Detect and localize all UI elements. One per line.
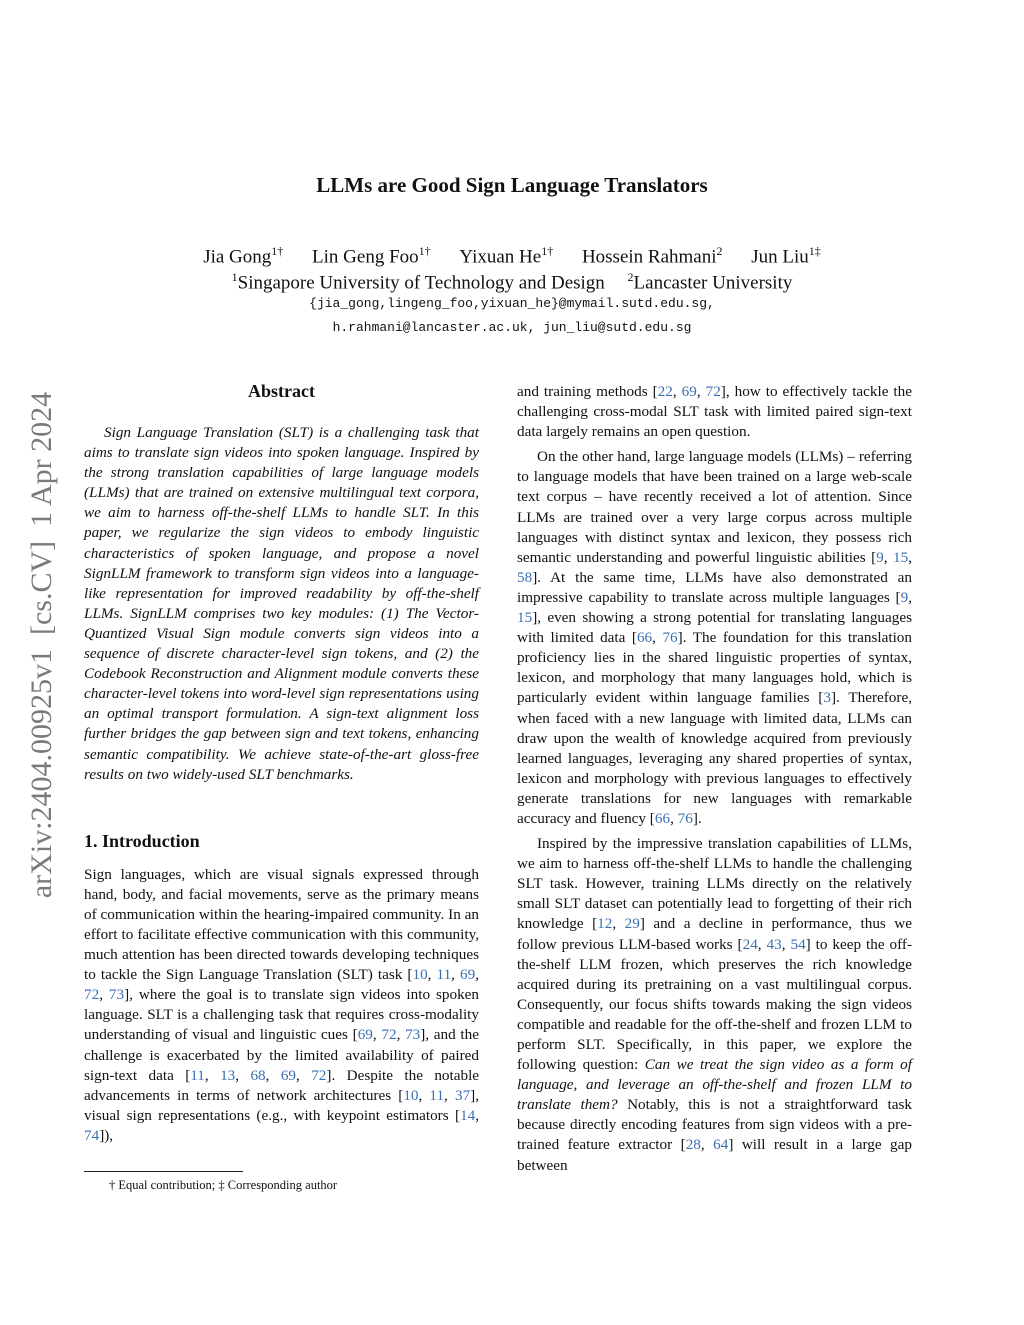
citation-group: 66, 76 — [654, 809, 693, 827]
citation-link[interactable]: 64 — [713, 1136, 729, 1154]
intro-paragraph-2: On the other hand, large language models (LLMs) – referring to language models that have been trained on a large web-scale text corpus – have recently received a lot of attention. Since LLMs are trained over a very large corpus across multiple languages with distinct syntax and lexicon, they possess rich semantic understanding and powerful linguistic abilities [9, 15, 58]. At the same time, LLMs have also demonstrated an impressive capability to translate across multiple languages [9, 15], even showing a strong potential for translating languages with limited data [66, 76]. The foundation for this translation proficiency lies in the shared linguistic properties of syntax, lexicon, and morphology that many languages hold, which is particularly evident within language families [3]. Therefore, when faced with a new language with limited data, LLMs can draw upon the wealth of knowledge acquired from previously learned languages, leveraging any shared properties of syntax, lexicon and morphology with previous languages to effectively generate translations for new languages with remarkable accuracy and fluency [66, 76]. — [517, 448, 912, 827]
affiliation: $^2$Lancaster University — [627, 270, 793, 294]
citation-link[interactable]: 14 — [460, 1106, 476, 1124]
left-column — [84, 380, 479, 1146]
author: Hossein Rahmani$^2$ — [581, 244, 723, 268]
citation-group: 28, 64 — [685, 1136, 729, 1154]
footnote: † Equal contribution; ‡ Corresponding author — [109, 1178, 338, 1192]
citation-group: 22, 69, 72 — [657, 383, 721, 400]
citation-link[interactable]: 66 — [636, 629, 653, 647]
citation-link[interactable]: 12 — [597, 915, 613, 933]
intro-paragraph-3: Inspired by the impressive translation capabilities of LLMs, we aim to harness off-the-shelf LLMs to handle the challenging SLT task. However, training LLMs directly on the relatively small SLT dataset can potentially lead to forgetting of their rich knowledge [12, 29] and a decline in performance, thus we follow previous LLM-based works [24, 43, 54] to keep the off-the-shelf LLM frozen, which preserves the rich knowledge acquired during its pretraining on a vast multilingual corpus. Consequently, our focus shifts towards making the sign videos compatible and readable for the off-the-shelf and frozen LLM to perform SLT. Specifically, in this paper, we explore the following question: Can we treat the sign video as a form of language, and leverage an off-the-shelf and frozen LLM to translate them? Notably, this is not a straightforward task because directly encoding features from sign videos with a pre-trained feature extractor [28, 64] will result in a large gap between — [517, 835, 913, 1174]
citation-link[interactable]: 69 — [460, 966, 476, 984]
citation-group: 14, 74 — [84, 1106, 479, 1144]
footnote-rule — [84, 1171, 243, 1172]
citation-link[interactable]: 15 — [893, 548, 909, 566]
citation-link[interactable]: 43 — [766, 935, 782, 953]
author: Jia Gong$^{1\dagger}$ — [203, 244, 284, 268]
author: Lin Geng Foo$^{1\dagger}$ — [312, 244, 431, 268]
author: Yixuan $He^{1\dagger}$ — [459, 244, 554, 268]
intro-paragraph-1: Sign languages, which are visual signals expressed through hand, body, and facial movements, serve as the primary means of communication within the hearing-impaired community. In an effort to facilitate effective communication with this community, much attention has been directed towards developing techniques to tackle the Sign Language Translation (SLT) task [10, 11, 69, 72, 73], where the goal is to translate sign videos into spoken language. SLT is a challenging task that requires cross-modality understanding of visual and linguistic cues [69, 72, 73], and the challenge is exacerbated by the limited availability of paired sign-text data [11, 13, 68, 69, 72]. Despite the notable advancements in terms of network architectures [10, 11, 37], visual sign representations (e.g., with keypoint estimators [14, 74]), — [84, 865, 480, 1144]
citation-link[interactable]: 13 — [220, 1066, 236, 1084]
citation-link[interactable]: 72 — [381, 1026, 397, 1044]
intro-paragraph-1-continued: and training methods [22, 69, 72], how to effectively tackle the challenging cross-modal SLT task with limited paired sign-text data largely remains an open question. — [517, 383, 912, 441]
email-line: h.rahmani@lancaster.ac.uk, jun_liu@sutd.edu.sg — [332, 320, 692, 335]
arxiv-identifier — [25, 345, 59, 945]
arxiv-id: arXiv:2404.00925v1 — [25, 649, 58, 899]
citation-link[interactable]: 9 — [876, 548, 884, 566]
citation-link[interactable]: 15 — [517, 609, 533, 627]
citation-link[interactable]: 10 — [403, 1086, 419, 1104]
citation-group: 10, 11, 69, 72, 73 — [84, 966, 480, 1004]
citation-link[interactable]: 29 — [624, 915, 640, 933]
author: Jun Liu$^{1\ddagger}$ — [751, 244, 821, 268]
citation-link[interactable]: 76 — [677, 809, 693, 827]
section-heading-introduction: 1. Introduction — [84, 830, 200, 851]
citation-link[interactable]: 28 — [685, 1136, 701, 1154]
right-column — [517, 382, 912, 1176]
arxiv-date: 1 Apr 2024 — [25, 391, 58, 527]
citation-group — [823, 689, 831, 706]
citation-link[interactable]: 11 — [429, 1086, 445, 1104]
citation-group: 66, 76 — [636, 629, 678, 647]
arxiv-category: [cs.CV] — [25, 540, 58, 636]
citation-link[interactable]: 72 — [84, 986, 100, 1004]
citation-link[interactable]: 11 — [436, 966, 452, 984]
citation-link[interactable]: 74 — [84, 1126, 100, 1144]
citation-link[interactable]: 9 — [900, 588, 909, 606]
abstract-text: Sign Language Translation (SLT) is a challenging task that aims to translate sign videos into spoken language. Inspired by the strong translation capabilities of large language models (LLMs) that are trained on extensive multilingual text corpora, we aim to harness off-the-shelf LLMs to handle SLT. In this paper, we regularize the sign videos to embody linguistic characteristics of spoken language, and propose a novel SignLLM framework to transform sign videos into a language-like representation for improved readability by off-the-shelf LLMs. SignLLM comprises two key modules: (1) The Vector-Quantized Visual Sign module converts sign videos into a sequence of discrete character-level sign tokens, and (2) the Codebook Reconstruction and Alignment module converts these character-level tokens into word-level sign representations using an optimal transport formulation. A sign-text alignment loss further bridges the gap between sign and text tokens, enhancing semantic compatibility. We achieve state-of-the-art gloss-free results on two widely-used SLT benchmarks. — [84, 424, 479, 783]
citation-group: 69, 72, 73 — [357, 1026, 421, 1044]
citation-group: 9, 15, 58 — [517, 548, 912, 586]
citation-group: 9, 15 — [517, 588, 912, 627]
citation-link[interactable]: 11 — [190, 1066, 205, 1084]
email-line: {jia_gong,lingeng_foo,yixuan_he}@mymail.sutd.edu.sg, — [309, 296, 715, 311]
research-question: Can we treat the sign video as a form of language, and leverage an off-the-shelf and frozen LLM to translate them? — [517, 1056, 912, 1114]
citation-group: 24, 43, 54 — [742, 935, 806, 953]
citation-link[interactable]: 68 — [250, 1066, 266, 1084]
abstract-heading: Abstract — [248, 381, 315, 401]
citation-link[interactable]: 3 — [823, 689, 831, 707]
citation-link[interactable]: 72 — [311, 1066, 327, 1084]
citation-link[interactable]: 22 — [657, 383, 673, 400]
citation-link[interactable]: 73 — [108, 986, 125, 1004]
citation-link[interactable]: 24 — [742, 935, 758, 953]
affiliation: $^1$Singapore University of Technology and Design — [231, 270, 605, 294]
citation-link[interactable]: 69 — [280, 1066, 297, 1084]
citation-link[interactable]: 66 — [654, 809, 671, 827]
citation-link[interactable]: 37 — [454, 1086, 471, 1104]
citation-link[interactable]: 72 — [705, 383, 721, 400]
citation-link[interactable]: 69 — [357, 1026, 373, 1044]
citation-link[interactable]: 76 — [662, 629, 678, 647]
citation-link[interactable]: 69 — [681, 383, 697, 400]
citation-link[interactable]: 54 — [790, 935, 806, 953]
citation-group: 10, 11, 37 — [403, 1086, 471, 1104]
paper-title: LLMs are Good Sign Language Translators — [316, 173, 708, 197]
author-emails — [0, 292, 1024, 340]
citation-group: 11, 13, 68, 69, 72 — [190, 1066, 327, 1084]
citation-link[interactable]: 58 — [517, 568, 533, 586]
citation-link[interactable]: 10 — [412, 966, 428, 984]
citation-link[interactable]: 73 — [405, 1026, 421, 1044]
citation-group: 12, 29 — [597, 915, 640, 933]
